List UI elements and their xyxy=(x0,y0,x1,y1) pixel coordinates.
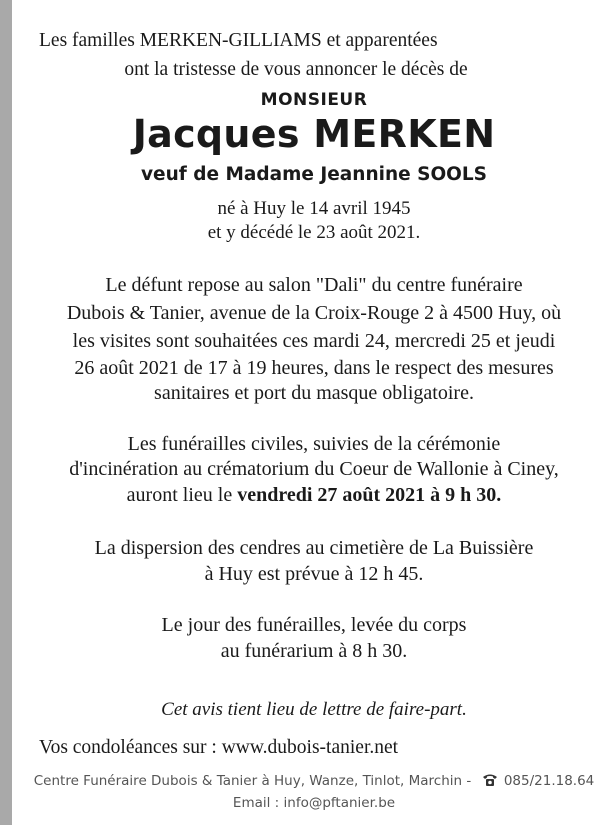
left-border-bar xyxy=(0,0,12,825)
viewing-paragraph-line: les visites sont souhaitées ces mardi 24, mercredi 25 et jeudi xyxy=(72,330,556,352)
birth-line: né à Huy le 14 avril 1945 xyxy=(217,198,411,219)
families-line: Les familles MERKEN-GILLIAMS et apparentées xyxy=(39,30,438,51)
funeral-paragraph-line: d'incinération au crématorium du Coeur de Wallonie à Ciney, xyxy=(69,458,559,480)
levee-paragraph-line: au funérarium à 8 h 30. xyxy=(220,640,408,662)
condolences-line: Vos condoléances sur : www.dubois-tanier.net xyxy=(39,737,399,758)
footer-email: Email : info@pftanier.be xyxy=(232,795,396,811)
levee-paragraph-line: Le jour des funérailles, levée du corps xyxy=(161,614,467,636)
dispersion-paragraph-line: La dispersion des cendres au cimetière de La Buissière xyxy=(94,537,534,559)
death-line: et y décédé le 23 août 2021. xyxy=(207,222,421,243)
dispersion-paragraph-line: à Huy est prévue à 12 h 45. xyxy=(204,563,424,585)
funeral-paragraph-line: Les funérailles civiles, suivies de la cérémonie xyxy=(127,433,501,455)
viewing-paragraph-line: sanitaires et port du masque obligatoire. xyxy=(154,382,474,404)
funeral-date: vendredi 27 août 2021 à 9 h 30. xyxy=(237,484,502,506)
footer-address-line xyxy=(12,773,616,791)
footer-phone: 085/21.18.64 xyxy=(503,773,595,789)
funeral-date-prefix: auront lieu le xyxy=(126,484,238,506)
deceased-title: MONSIEUR xyxy=(260,90,368,110)
viewing-paragraph-line: 26 août 2021 de 17 à 19 heures, dans le respect des mesures xyxy=(74,357,554,379)
viewing-paragraph-line: Dubois & Tanier, avenue de la Croix-Rouge 2 à 4500 Huy, où xyxy=(66,302,562,324)
faire-part-notice: Cet avis tient lieu de lettre de faire-part. xyxy=(161,699,467,720)
announcement-line: ont la tristesse de vous annoncer le décès de xyxy=(124,59,468,80)
obituary-notice xyxy=(12,0,616,825)
telephone-icon xyxy=(482,773,498,791)
deceased-name: Jacques MERKEN xyxy=(132,112,496,156)
widow-of-line: veuf de Madame Jeannine SOOLS xyxy=(140,164,488,185)
footer-address: Centre Funéraire Dubois & Tanier à Huy, Wanze, Tinlot, Marchin - xyxy=(33,773,472,789)
funeral-date-line xyxy=(12,482,616,508)
viewing-paragraph-line: Le défunt repose au salon "Dali" du centre funéraire xyxy=(105,274,523,296)
